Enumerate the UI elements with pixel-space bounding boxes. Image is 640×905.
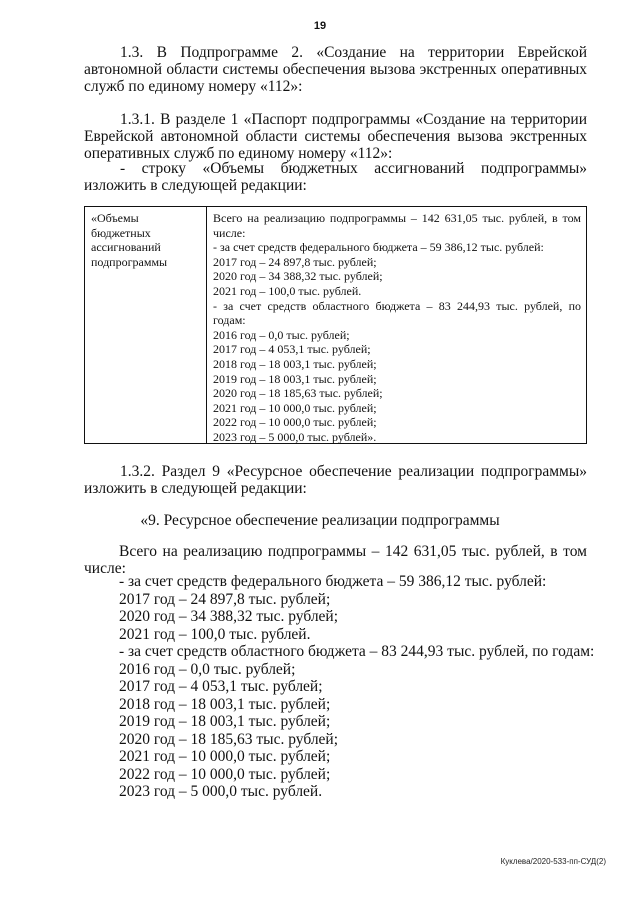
table-regional-line: годам: [213,313,246,328]
table-year-line: 2017 год – 24 897,8 тыс. рублей; [213,254,377,269]
table-year-line: 2018 год – 18 003,1 тыс. рублей; [213,356,377,371]
table-regional-line: - за счет средств областного бюджета – 83 244,93 тыс. рублей, по [213,298,581,313]
table-year-line: 2020 год – 34 388,32 тыс. рублей; [213,269,383,284]
list-year-line: 2023 год – 5 000,0 тыс. рублей. [119,783,323,800]
table-label-line: бюджетных [91,225,151,240]
table-year-line: 2021 год – 100,0 тыс. рублей. [213,283,362,298]
table-total-line: Всего на реализацию подпрограммы – 142 631,05 тыс. рублей, в том [213,211,581,225]
table-year-line: 2019 год – 18 003,1 тыс. рублей; [213,371,377,386]
section-budget-list [119,573,594,801]
table-year-line: 2023 год – 5 000,0 тыс. рублей». [213,429,377,444]
table-year-line: 2017 год – 4 053,1 тыс. рублей; [213,342,371,357]
list-year-line: 2021 год – 100,0 тыс. рублей. [119,625,311,643]
paragraph-1-3: 1.3. В Подпрограмме 2. «Создание на территории Еврейской автономной области системы обеспечения вызова экстренных оперативных служб по единому номеру «112»: [84,44,587,95]
table-federal-line: - за счет средств федерального бюджета – 59 386,12 тыс. рублей: [213,240,544,255]
table-cell-values [213,211,581,445]
paragraph-total: Всего на реализацию подпрограммы – 142 631,05 тыс. рублей, в том числе: [84,543,587,577]
table-column-divider [206,207,207,443]
paragraph-1-3-1: 1.3.1. В разделе 1 «Паспорт подпрограммы «Создание на территории Еврейской автономной области системы обеспечения вызова экстренных оперативных служб по единому номеру «112»: [84,111,587,162]
table-year-line: 2016 год – 0,0 тыс. рублей; [213,327,350,342]
list-year-line: 2020 год – 18 185,63 тыс. рублей; [119,730,339,748]
document-footer-code: Куклева/2020-533-пп-СУД(2) [500,857,606,866]
list-year-line: 2016 год – 0,0 тыс. рублей; [119,660,296,678]
page-number: 19 [313,20,327,32]
list-year-line: 2017 год – 4 053,1 тыс. рублей; [119,678,323,695]
list-year-line: 2022 год – 10 000,0 тыс. рублей; [119,765,331,783]
table-year-line: 2021 год – 10 000,0 тыс. рублей; [213,400,377,415]
list-year-line: 2021 год – 10 000,0 тыс. рублей; [119,748,331,765]
paragraph-budget-row-instruction: - строку «Объемы бюджетных ассигнований подпрограммы» изложить в следующей редакции: [84,160,587,194]
list-year-line: 2018 год – 18 003,1 тыс. рублей; [119,695,331,713]
section-heading: «9. Ресурсное обеспечение реализации подпрограммы [140,512,500,529]
table-year-line: 2022 год – 10 000,0 тыс. рублей; [213,415,377,430]
table-year-line: 2020 год – 18 185,63 тыс. рублей; [213,386,383,401]
list-federal-line: - за счет средств федерального бюджета – 59 386,12 тыс. рублей: [119,573,547,590]
table-label-line: ассигнований [91,240,161,255]
table-total-line: числе: [213,225,246,240]
list-year-line: 2019 год – 18 003,1 тыс. рублей; [119,713,331,730]
list-regional-line: - за счет средств областного бюджета – 83 244,93 тыс. рублей, по годам: [119,643,595,660]
table-cell-label [91,211,203,269]
list-year-line: 2020 год – 34 388,32 тыс. рублей; [119,608,339,625]
paragraph-1-3-2: 1.3.2. Раздел 9 «Ресурсное обеспечение реализации подпрограммы» изложить в следующей редакции: [84,463,587,497]
list-year-line: 2017 год – 24 897,8 тыс. рублей; [119,590,331,608]
budget-table [84,206,587,444]
table-label-line: подпрограммы [91,254,168,269]
table-label-line: «Объемы [91,211,139,225]
